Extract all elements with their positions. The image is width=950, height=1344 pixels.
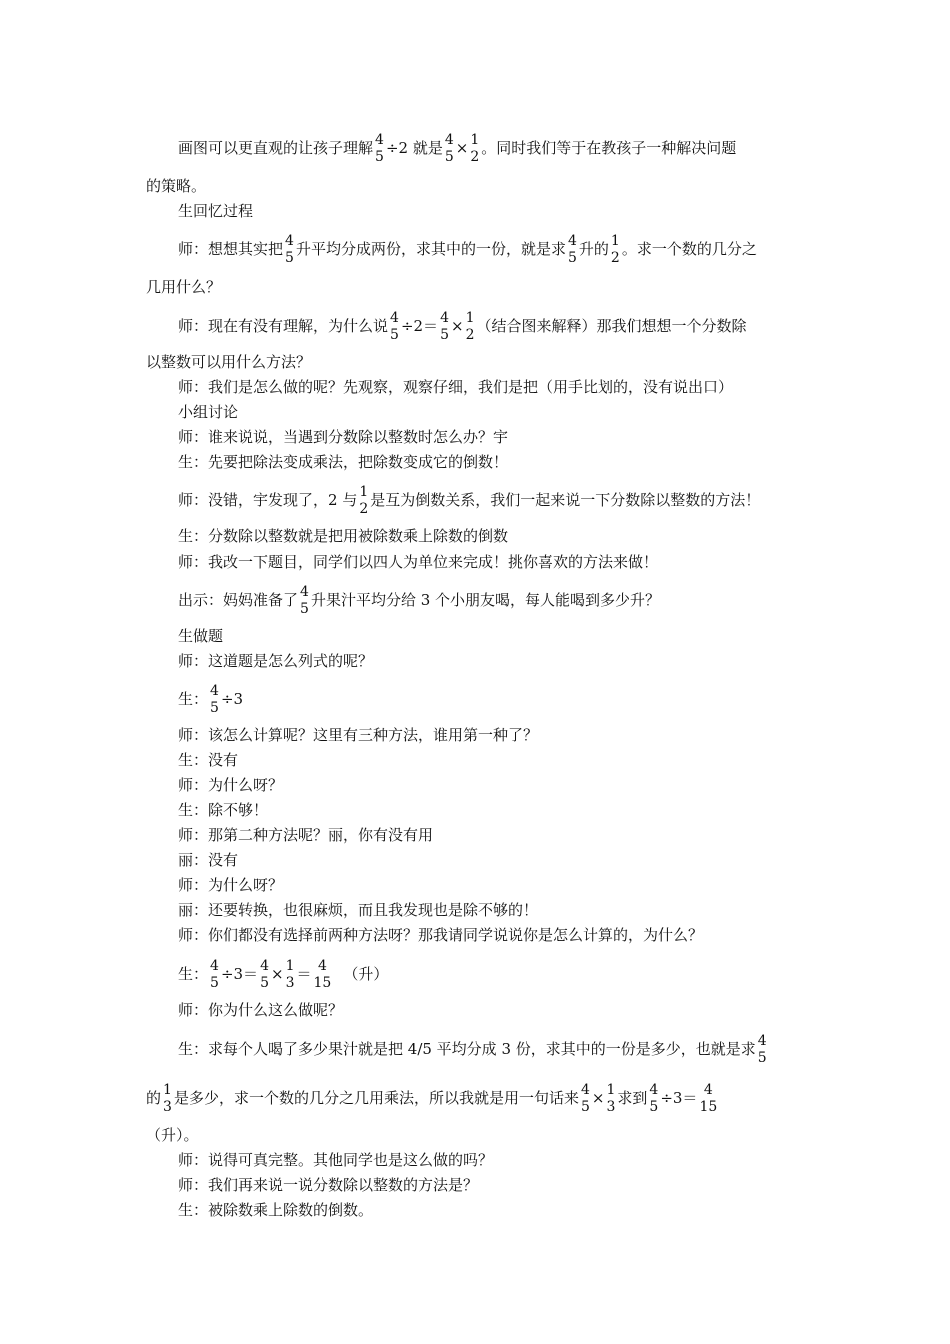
paragraph: 师：你为什么这么做呢？ — [178, 1001, 344, 1019]
fraction-4-5: 4 5 — [210, 683, 219, 716]
paragraph: 生：被除数乘上除数的倒数。 — [178, 1201, 374, 1219]
paragraph: 小组讨论 — [178, 403, 239, 421]
fraction-4-5: 4 5 — [567, 233, 577, 266]
fraction-4-5: 4 5 — [580, 1082, 590, 1115]
paragraph: 丽：还要转换，也很麻烦，而且我发现也是除不够的！ — [178, 901, 539, 919]
text: 。同时我们等于在教孩子一种解决问题 — [481, 139, 737, 157]
paragraph-continuation: 的策略。 — [146, 177, 207, 195]
paragraph: 师：谁来说说，当遇到分数除以整数时怎么办？宇 — [178, 428, 509, 446]
paragraph: 师：我改一下题目，同学们以四人为单位来完成！挑你喜欢的方法来做！ — [178, 553, 659, 571]
fraction-4-5: 4 5 — [375, 132, 384, 165]
paragraph-calculation: 生： 4 5 ÷3＝ 4 5 × 1 3 ＝ 4 15 （升） — [178, 958, 389, 991]
fraction-4-5: 4 5 — [300, 584, 309, 617]
text: ÷2 就是 — [385, 139, 443, 157]
fraction-1-2: 1 2 — [359, 484, 369, 517]
fraction-4-5: 4 5 — [210, 958, 219, 991]
paragraph: 生：先要把除法变成乘法，把除数变成它的倒数！ — [178, 453, 509, 471]
fraction-4-5: 4 5 — [260, 958, 269, 991]
fraction-4-15: 4 15 — [313, 958, 332, 991]
paragraph-teacher-explain: 师：现在有没有理解，为什么说 4 5 ÷2＝ 4 5 × 1 2 （结合图来解释）那我们想想一个分数除 — [178, 310, 747, 343]
paragraph-problem: 出示：妈妈准备了 4 5 升果汁平均分给 3 个小朋友喝，每人能喝到多少升？ — [178, 584, 661, 617]
times-sign: × — [455, 139, 469, 157]
paragraph-teacher-question: 师：想想其实把 4 5 升平均分成两份，求其中的一份，就是求 4 5 升的 1 2 。求一个数的几分之 — [178, 233, 757, 266]
paragraph: 师：我们是怎么做的呢？先观察，观察仔细，我们是把（用手比划的，没有说出口） — [178, 378, 734, 396]
fraction-4-5: 4 5 — [390, 310, 399, 343]
paragraph: 师：你们都没有选择前两种方法呀？那我请同学说说你是怎么计算的，为什么？ — [178, 926, 704, 944]
paragraph: 生回忆过程 — [178, 202, 254, 220]
paragraph: 生：分数除以整数就是把用被除数乘上除数的倒数 — [178, 527, 509, 545]
fraction-1-3: 1 3 — [606, 1082, 616, 1115]
fraction-1-2: 1 2 — [470, 132, 480, 165]
fraction-1-2: 1 2 — [610, 233, 620, 266]
paragraph: 生：除不够！ — [178, 801, 269, 819]
paragraph-student-explain: 生：求每个人喝了多少果汁就是把 4/5 平均分成 3 份，求其中的一份是多少，也就是求 4 5 — [178, 1033, 767, 1066]
paragraph: 师：这道题是怎么列式的呢？ — [178, 652, 374, 670]
paragraph: 师：该怎么计算呢？这里有三种方法，谁用第一种了？ — [178, 726, 539, 744]
fraction-4-5: 4 5 — [444, 132, 454, 165]
paragraph-student-explain-cont: 的 1 3 是多少，求一个数的几分之几用乘法，所以我就是用一句话来 4 5 × 1 3 求到 4 5 ÷3＝ 4 15 — [146, 1082, 718, 1115]
paragraph: 师：那第二种方法呢？丽，你有没有用 — [178, 826, 434, 844]
fraction-1-3: 1 3 — [285, 958, 295, 991]
fraction-1-2: 1 2 — [465, 310, 475, 343]
fraction-4-5: 4 5 — [649, 1082, 659, 1115]
paragraph: 生：没有 — [178, 751, 239, 769]
paragraph: 师：我们再来说一说分数除以整数的方法是？ — [178, 1176, 479, 1194]
paragraph-reciprocal: 师：没错，宇发现了，2 与 1 2 是互为倒数关系，我们一起来说一下分数除以整数的方法！ — [178, 484, 761, 517]
fraction-4-5: 4 5 — [440, 310, 449, 343]
paragraph: 师：为什么呀？ — [178, 776, 284, 794]
paragraph: 师：说得可真完整。其他同学也是这么做的吗？ — [178, 1151, 494, 1169]
paragraph-drawing — [178, 132, 736, 166]
paragraph-continuation: 几用什么？ — [146, 278, 222, 296]
fraction-4-5: 4 5 — [757, 1033, 767, 1066]
paragraph: 师：为什么呀？ — [178, 876, 284, 894]
fraction-4-5: 4 5 — [285, 233, 294, 266]
paragraph-continuation: 以整数可以用什么方法？ — [146, 353, 312, 371]
paragraph-continuation: （升）。 — [146, 1126, 199, 1144]
paragraph-expression: 生： 4 5 ÷3 — [178, 683, 244, 716]
fraction-1-3: 1 3 — [163, 1082, 172, 1115]
paragraph: 丽：没有 — [178, 851, 239, 869]
paragraph: 生做题 — [178, 627, 224, 645]
text: 画图可以更直观的让孩子理解 — [178, 139, 374, 157]
fraction-4-15: 4 15 — [699, 1082, 718, 1115]
